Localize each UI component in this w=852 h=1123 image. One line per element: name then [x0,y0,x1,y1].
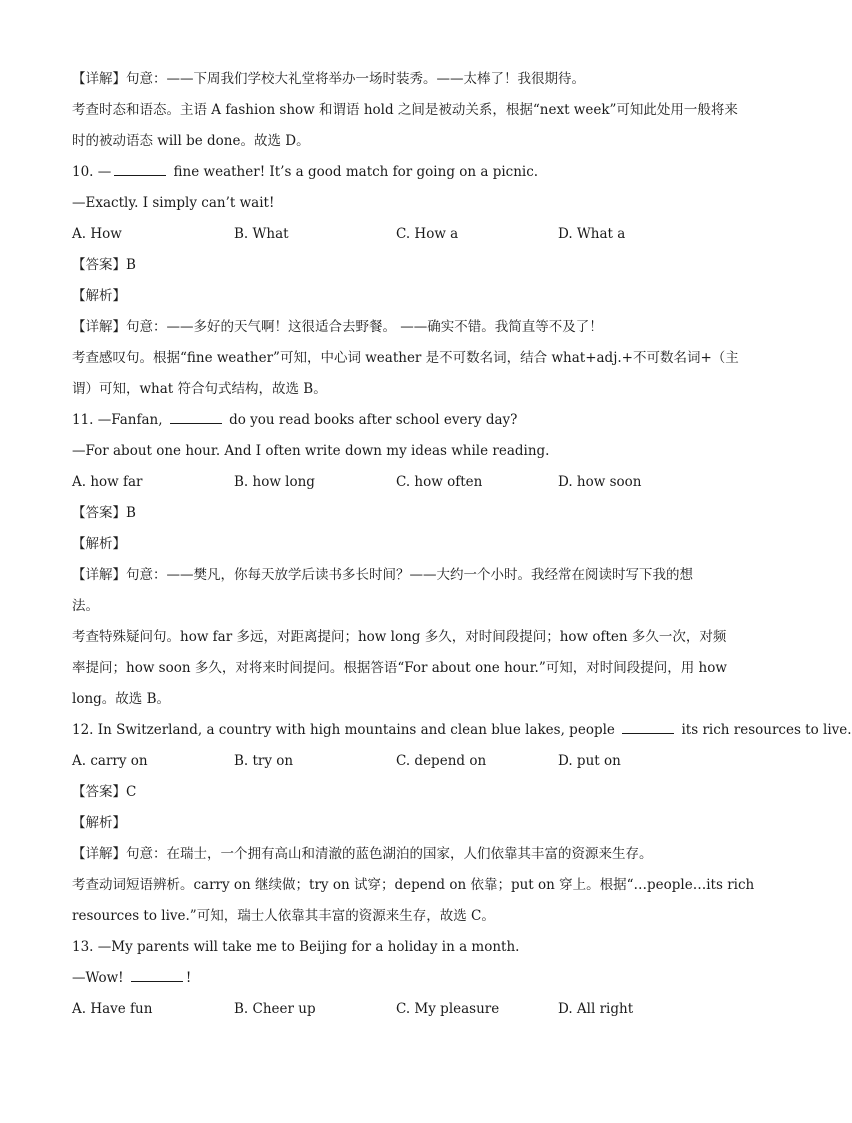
answer-blank [170,411,222,424]
q13-reply: —Wow! ! [72,970,192,986]
q11-answer: 【答案】B [72,505,136,521]
option-c: C. depend on [396,753,487,769]
q9-explanation-line: 时的被动语态 will be done。故选 D。 [72,133,310,149]
q10-stem: 10. — fine weather! It’s a good match for going on a picnic. [72,164,539,180]
q12-analysis-heading: 【解析】 [72,815,126,831]
q11-detail-line: 法。 [72,598,99,614]
q11-analysis-heading: 【解析】 [72,536,126,552]
q10-reply: —Exactly. I simply can’t wait! [72,195,275,211]
option-d: D. how soon [558,474,642,490]
q10-detail: 【详解】句意：——多好的天气啊！这很适合去野餐。 ——确实不错。我简直等不及了！ [72,319,603,335]
q12-answer: 【答案】C [72,784,137,800]
option-c: C. My pleasure [396,1001,500,1017]
q11-detail-line: 【详解】句意：——樊凡，你每天放学后读书多长时间？——大约一个小时。我经常在阅读时写下我的想 [72,567,693,583]
option-b: B. try on [234,753,294,769]
q11-reply: —For about one hour. And I often write down my ideas while reading. [72,443,550,459]
answer-blank [622,721,674,734]
option-b: B. What [234,226,289,242]
q10-analysis-heading: 【解析】 [72,288,126,304]
q12-explanation-line: 考查动词短语辨析。carry on 继续做；try on 试穿；depend on 依靠；put on 穿上。根据“…people…its rich [72,877,755,893]
q12-explanation-line: resources to live.”可知，瑞士人依靠其丰富的资源来生存，故选 C。 [72,908,495,924]
q12-options [72,746,722,777]
answer-blank [114,163,166,176]
q11-explanation-line: 率提问；how soon 多久，对将来时间提问。根据答语“For about one hour.”可知，对时间段提问，用 how [72,660,727,676]
q11-options [72,467,722,498]
option-b: B. how long [234,474,315,490]
option-a: A. how far [72,474,143,490]
answer-blank [131,969,183,982]
q12-detail: 【详解】句意：在瑞士，一个拥有高山和清澈的蓝色湖泊的国家，人们依靠其丰富的资源来生存。 [72,846,653,862]
q10-explanation-line: 考查感叹句。根据“fine weather”可知，中心词 weather 是不可数名词，结合 what+adj.+不可数名词+（主 [72,350,739,366]
q10-explanation-line: 谓）可知，what 符合句式结构，故选 B。 [72,381,327,397]
option-a: A. carry on [72,753,148,769]
option-a: A. How [72,226,122,242]
q11-stem: 11. —Fanfan, do you read books after school every day? [72,412,518,428]
option-d: D. All right [558,1001,634,1017]
q12-stem: 12. In Switzerland, a country with high mountains and clean blue lakes, people its rich resources to live. [72,722,852,738]
q11-explanation-line: long。故选 B。 [72,691,170,707]
option-d: D. put on [558,753,621,769]
q10-options [72,219,722,250]
q10-answer: 【答案】B [72,257,136,273]
q13-stem: 13. —My parents will take me to Beijing for a holiday in a month. [72,939,520,955]
option-d: D. What a [558,226,626,242]
q11-explanation-line: 考查特殊疑问句。how far 多远，对距离提问；how long 多久，对时间段提问；how often 多久一次，对频 [72,629,727,645]
q9-explanation-line: 考查时态和语态。主语 A fashion show 和谓语 hold 之间是被动关系，根据“next week”可知此处用一般将来 [72,102,738,118]
option-c: C. How a [396,226,459,242]
q9-detail: 【详解】句意：——下周我们学校大礼堂将举办一场时装秀。——太棒了！我很期待。 [72,71,585,87]
q13-options [72,994,722,1025]
option-c: C. how often [396,474,483,490]
option-a: A. Have fun [72,1001,153,1017]
document-page [72,64,852,1025]
option-b: B. Cheer up [234,1001,316,1017]
